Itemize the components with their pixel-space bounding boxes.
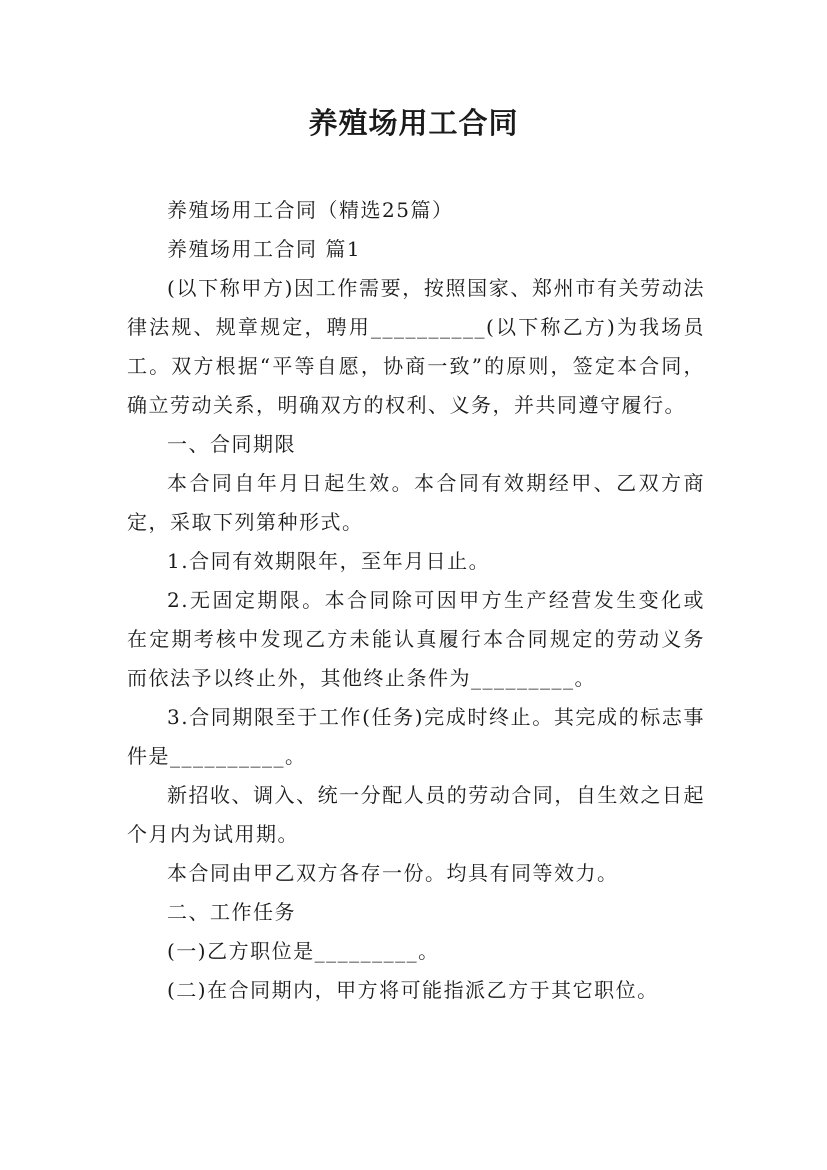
document-body [127,191,705,1010]
paragraph: 养殖场用工合同 篇1 [167,237,362,261]
paragraph: 2.无固定期限。本合同除可因甲方生产经营发生变化或在定期考核中发现乙方未能认真履行本合同规定的劳动义务而依法予以终止外，其他终止条件为_________。 [127,588,705,690]
paragraph: 1.合同有效期限年，至年月日止。 [167,549,491,573]
paragraph: 本合同由甲乙双方各存一份。均具有同等效力。 [167,861,619,885]
section-heading: 二、工作任务 [167,900,296,924]
paragraph: (一)乙方职位是_________。 [167,939,440,963]
paragraph: 3.合同期限至于工作(任务)完成时终止。其完成的标志事件是__________。 [127,705,705,768]
paragraph: (以下称甲方)因工作需要，按照国家、郑州市有关劳动法律法规、规章规定，聘用__________(以下称乙方)为我场员工。双方根据“平等自愿，协商一致”的原则，签定本合同，确立劳动关系，明确双方的权利、义务，并共同遵守履行。 [127,276,705,417]
paragraph: 养殖场用工合同（精选25篇） [167,198,454,222]
section-heading: 一、合同期限 [167,432,296,456]
document-title: 养殖场用工合同 [308,106,519,140]
paragraph: 本合同自年月日起生效。本合同有效期经甲、乙双方商定，采取下列第种形式。 [127,471,705,534]
paragraph: 新招收、调入、统一分配人员的劳动合同，自生效之日起个月内为试用期。 [127,783,705,846]
paragraph: (二)在合同期内，甲方将可能指派乙方于其它职位。 [167,978,659,1002]
